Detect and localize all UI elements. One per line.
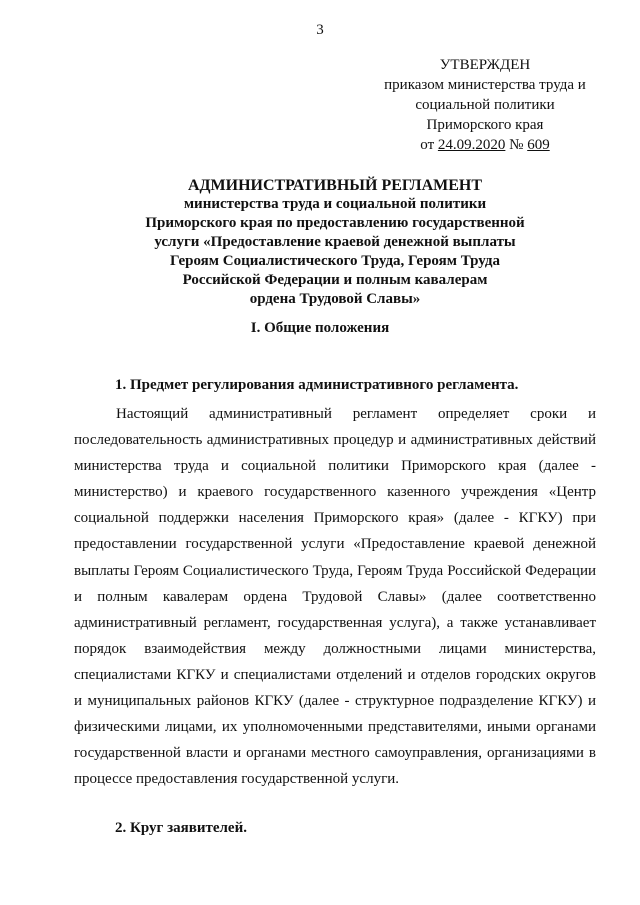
approval-stamp — [370, 55, 600, 155]
subsection-heading: 2. Круг заявителей. — [115, 820, 247, 836]
approval-date: 24.09.2020 — [437, 137, 506, 153]
number-prefix: № — [505, 137, 528, 153]
section-heading: I. Общие положения — [250, 320, 390, 336]
page-number: 3 — [316, 22, 324, 38]
title-line: ордена Трудовой Славы» — [249, 291, 421, 307]
title-line: министерства труда и социальной политики — [183, 196, 487, 212]
title-main: АДМИНИСТРАТИВНЫЙ РЕГЛАМЕНТ — [187, 177, 483, 194]
body-paragraph: Настоящий административный регламент определяет сроки и последовательность административных процедур и административных действий министерства труда и социальной политики Приморского края (далее - министерство) и краевого государственного казенного учреждения «Центр социальной поддержки населения Приморского края» (далее - КГКУ) при предоставлении государственной услуги «Предоставление краевой денежной выплаты Героям Социалистического Труда, Героям Труда Российской Федерации и полным кавалерам ордена Трудовой Славы» (далее соответственно административный регламент, государственная услуга), а также устанавливает порядок взаимодействия между должностными лицами министерства, специалистами КГКУ и специалистами отделений и отделов городских округов и муниципальных районов КГКУ (далее - структурное подразделение КГКУ) и физическими лицами, их уполномоченными представителями, иными органами государственной власти и органами местного самоуправления, организациями в процессе предоставления государственной услуги. — [74, 406, 596, 788]
approval-line: социальной политики — [415, 97, 555, 113]
title-line: Героям Социалистического Труда, Героям Труда — [170, 253, 500, 269]
approval-line: приказом министерства труда и — [384, 77, 586, 93]
date-prefix: от — [420, 137, 438, 153]
approval-line: Приморского края — [426, 117, 544, 133]
title-line: Российской Федерации и полным кавалерам — [182, 272, 488, 288]
approval-line: УТВЕРЖДЕН — [439, 57, 531, 73]
approval-date-line — [370, 135, 600, 155]
title-line: Приморского края по предоставлению государственной — [145, 215, 525, 231]
document-title — [110, 176, 560, 309]
title-line: услуги «Предоставление краевой денежной выплаты — [154, 234, 516, 250]
subsection-heading: 1. Предмет регулирования административного регламента. — [115, 377, 519, 393]
approval-number: 609 — [527, 137, 550, 153]
